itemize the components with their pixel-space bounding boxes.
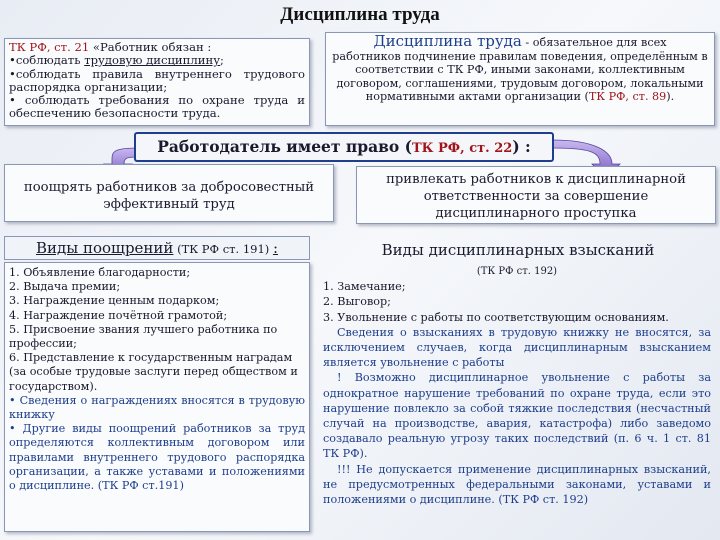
duty-item: •соблюдать трудовую дисциплину; — [9, 53, 224, 68]
penalty-item: 2. Выговор; — [323, 295, 391, 309]
penalties-ref: (ТК РФ ст. 192) — [476, 266, 558, 277]
reward-note-workbook: • Сведения о награждениях вносятся в трудовую книжку — [9, 393, 305, 422]
definition-ref: ТК РФ, ст. 89 — [588, 90, 667, 104]
page-title: Дисциплина труда — [280, 4, 440, 25]
reward-item: 6. Представление к государственным наградам (за особые трудовые заслуги перед обществом и государством). — [9, 351, 298, 393]
penalty-note-workbook: Сведения о взысканиях в трудовую книжку не вносятся, за исключением случаев, когда дисциплинарным взысканием является увольнение с работы — [323, 325, 711, 370]
reward-note-other: • Другие виды поощрений работников за труд определяются коллективным договором или правилами внутреннего трудового распорядка организации, а также уставами и положениями о дисциплине. (ТК РФ ст.191) — [9, 422, 305, 493]
employer-rights-banner: Работодатель имеет право (ТК РФ, ст. 22) : — [134, 132, 554, 162]
reward-item: 4. Награждение почётной грамотой; — [9, 308, 228, 322]
reward-item: 1. Объявление благодарности; — [9, 266, 191, 279]
reward-right-box: поощрять работников за добросовестный эффективный труд — [4, 164, 334, 222]
duties-intro-text: «Работник обязан : — [92, 40, 212, 54]
penalty-item: 3. Увольнение с работы по соответствующим основаниям. — [323, 310, 669, 324]
definition-heading: Дисциплина труда - обязательное для всех — [373, 32, 667, 50]
reward-item: 5. Присвоение звания лучшего работника по профессии; — [9, 322, 278, 351]
reward-item: 2. Выдача премии; — [9, 280, 121, 294]
penalty-note-dismissal: ! Возможно дисциплинарное увольнение с работы за однократное нарушение требований по охране труда, если это нарушение повлекло за собой тяжкие последствия (несчастный случай на производстве, авария, катастрофа) либо заведомо создавало реальную угрозу таких последствий (п. 6 ч. 1 ст. 81 ТК РФ). — [323, 371, 711, 461]
penalty-item: 1. Замечание; — [323, 280, 406, 294]
rewards-list — [4, 262, 310, 532]
definition-body: работников подчинение правилам поведения, определённым в соответствии с ТК РФ, иными законами, коллективным договором, соглашениями, трудовым договором, локальными нормативными актами организации (ТК РФ, ст. 89). — [332, 49, 708, 104]
duties-intro-ref: ТК РФ, ст. 21 — [9, 40, 90, 54]
rewards-header: Виды поощрений (ТК РФ ст. 191) : — [4, 236, 310, 260]
penalties-header: Виды дисциплинарных взысканий — [381, 241, 655, 259]
reward-item: 3. Награждение ценным подарком; — [9, 294, 220, 308]
duty-item: • соблюдать требования по охране труда и обеспечению безопасности труда. — [9, 93, 305, 121]
penalty-right-box: привлекать работников к дисциплинарной ответственности за совершение дисциплинарного проступка — [356, 166, 716, 224]
penalties-list — [318, 262, 716, 534]
duty-item: •соблюдать правила внутреннего трудового распорядка организации; — [9, 66, 305, 94]
penalty-note-forbidden: !!! Не допускается применение дисциплинарных взысканий, не предусмотренных федеральными законами, уставами и положениями о дисциплине. (ТК РФ ст. 192) — [323, 462, 711, 507]
